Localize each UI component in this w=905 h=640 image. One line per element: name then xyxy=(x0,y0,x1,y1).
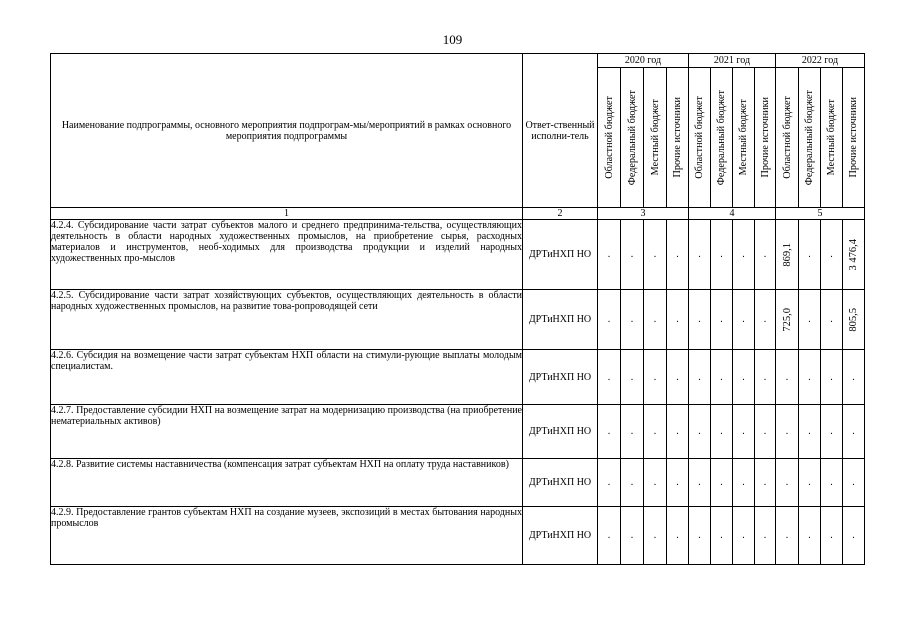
budget-value: . xyxy=(755,507,776,565)
budget-value: . xyxy=(821,459,843,507)
column-number: 3 xyxy=(598,208,689,220)
budget-value: . xyxy=(644,290,667,350)
budget-value: . xyxy=(598,290,621,350)
source-header-label: Местный бюджет xyxy=(649,99,661,176)
budget-value: . xyxy=(821,350,843,405)
budget-value: . xyxy=(733,405,755,459)
source-header-label: Федеральный бюджет xyxy=(716,89,727,186)
budget-value: . xyxy=(821,507,843,565)
budget-value: . xyxy=(799,405,821,459)
budget-value xyxy=(843,290,865,350)
budget-value: . xyxy=(689,405,711,459)
budget-value: . xyxy=(799,350,821,405)
budget-value: . xyxy=(776,507,799,565)
budget-value: . xyxy=(689,459,711,507)
budget-value: . xyxy=(711,350,733,405)
budget-value: . xyxy=(621,405,644,459)
source-header-label: Местный бюджет xyxy=(738,99,749,176)
source-header-label: Федеральный бюджет xyxy=(626,89,638,186)
responsible-executor: ДРТиНХП НО xyxy=(523,350,598,405)
budget-value: . xyxy=(621,459,644,507)
source-header xyxy=(598,68,621,208)
budget-value-text: 3 476,4 xyxy=(848,238,859,271)
budget-value: . xyxy=(843,507,865,565)
budget-value: . xyxy=(776,350,799,405)
budget-value: . xyxy=(821,405,843,459)
source-header xyxy=(776,68,799,208)
column-number: 5 xyxy=(776,208,865,220)
budget-value: . xyxy=(644,350,667,405)
budget-value-text: 869,1 xyxy=(781,242,793,267)
budget-value: . xyxy=(689,290,711,350)
source-header xyxy=(733,68,755,208)
table-row xyxy=(51,290,865,350)
budget-value: . xyxy=(644,507,667,565)
source-header-label: Областной бюджет xyxy=(694,96,705,179)
source-header xyxy=(689,68,711,208)
budget-value: . xyxy=(598,405,621,459)
budget-value: . xyxy=(821,290,843,350)
budget-value: . xyxy=(755,405,776,459)
activity-name: 4.2.4. Субсидирование части затрат субъектов малого и среднего предпринима-тельства, осуществляющих деятельность в области народных художественных промыслов, на приобретение сырья, расходных материалов и инструментов, необ-ходимых для производства продукции и изделий народных художественных про-мыслов xyxy=(51,220,523,290)
table-row xyxy=(51,507,865,565)
budget-value: . xyxy=(733,507,755,565)
budget-value: . xyxy=(821,220,843,290)
budget-value: . xyxy=(711,507,733,565)
budget-value: . xyxy=(799,459,821,507)
budget-value: . xyxy=(689,507,711,565)
budget-value: . xyxy=(711,220,733,290)
budget-value xyxy=(776,220,799,290)
column-number-row xyxy=(51,208,865,220)
source-header xyxy=(644,68,667,208)
table-row xyxy=(51,350,865,405)
column-number: 4 xyxy=(689,208,776,220)
budget-value: . xyxy=(843,459,865,507)
source-header xyxy=(621,68,644,208)
source-header-label: Областной бюджет xyxy=(603,96,615,179)
column-number: 1 xyxy=(51,208,523,220)
budget-table xyxy=(50,53,865,565)
budget-value: . xyxy=(621,350,644,405)
budget-value xyxy=(776,290,799,350)
budget-value: . xyxy=(644,459,667,507)
budget-value: . xyxy=(667,290,689,350)
source-header-label: Федеральный бюджет xyxy=(804,89,815,186)
source-header-label: Областной бюджет xyxy=(781,96,793,179)
budget-value: . xyxy=(733,220,755,290)
table-row xyxy=(51,405,865,459)
budget-value: . xyxy=(755,290,776,350)
budget-value: . xyxy=(598,220,621,290)
year-header-2020: 2020 год xyxy=(598,54,689,68)
source-header-label: Прочие источники xyxy=(848,97,859,178)
budget-value: . xyxy=(667,459,689,507)
table-row xyxy=(51,220,865,290)
budget-value: . xyxy=(621,290,644,350)
budget-value: . xyxy=(843,405,865,459)
budget-value: . xyxy=(755,220,776,290)
budget-value xyxy=(843,220,865,290)
table-row xyxy=(51,459,865,507)
budget-value: . xyxy=(689,350,711,405)
source-header xyxy=(755,68,776,208)
year-header-2021: 2021 год xyxy=(689,54,776,68)
activity-name: 4.2.5. Субсидирование части затрат хозяйствующих субъектов, осуществляющих деятельность в области народных художественных промыслов, на развитие това-ропроводящей сети xyxy=(51,290,523,350)
budget-value: . xyxy=(776,405,799,459)
budget-value: . xyxy=(689,220,711,290)
source-header xyxy=(667,68,689,208)
name-column-header: Наименование подпрограммы, основного мероприятия подпрограм-мы/мероприятий в рамках основного мероприятия подпрограммы xyxy=(51,54,523,208)
responsible-executor: ДРТиНХП НО xyxy=(523,290,598,350)
responsible-executor: ДРТиНХП НО xyxy=(523,220,598,290)
budget-value: . xyxy=(598,459,621,507)
budget-value: . xyxy=(667,507,689,565)
budget-value: . xyxy=(799,220,821,290)
responsible-executor: ДРТиНХП НО xyxy=(523,459,598,507)
source-header-label: Прочие источники xyxy=(759,97,771,178)
budget-value: . xyxy=(667,405,689,459)
budget-value: . xyxy=(733,459,755,507)
budget-value: . xyxy=(621,507,644,565)
budget-value: . xyxy=(799,507,821,565)
budget-value: . xyxy=(711,290,733,350)
budget-value: . xyxy=(621,220,644,290)
source-header xyxy=(799,68,821,208)
responsible-executor: ДРТиНХП НО xyxy=(523,507,598,565)
activity-name: 4.2.8. Развитие системы наставничества (компенсация затрат субъектам НХП на оплату труда наставников) xyxy=(51,459,523,507)
source-header xyxy=(821,68,843,208)
activity-name: 4.2.6. Субсидия на возмещение части затрат субъектам НХП области на стимули-рующие выплаты молодым специалистам. xyxy=(51,350,523,405)
executor-column-header: Ответ-ственный исполни-тель xyxy=(523,54,598,208)
budget-value: . xyxy=(843,350,865,405)
budget-value: . xyxy=(776,459,799,507)
source-header-label: Местный бюджет xyxy=(826,99,837,176)
budget-value: . xyxy=(733,290,755,350)
budget-value: . xyxy=(644,220,667,290)
responsible-executor: ДРТиНХП НО xyxy=(523,405,598,459)
budget-value: . xyxy=(644,405,667,459)
budget-value-text: 805,5 xyxy=(848,307,859,332)
activity-name: 4.2.7. Предоставление субсидии НХП на возмещение затрат на модернизацию производства (на приобретение нематериальных активов) xyxy=(51,405,523,459)
budget-value: . xyxy=(711,405,733,459)
budget-value: . xyxy=(799,290,821,350)
column-number: 2 xyxy=(523,208,598,220)
budget-value: . xyxy=(733,350,755,405)
budget-value: . xyxy=(667,220,689,290)
year-header-2022: 2022 год xyxy=(776,54,865,68)
source-header xyxy=(843,68,865,208)
budget-value: . xyxy=(755,459,776,507)
header-year-row xyxy=(51,54,865,68)
budget-value-text: 725,0 xyxy=(781,307,793,332)
source-header xyxy=(711,68,733,208)
activity-name: 4.2.9. Предоставление грантов субъектам НХП на создание музеев, экспозиций в местах бытования народных промыслов xyxy=(51,507,523,565)
source-header-label: Прочие источники xyxy=(672,97,683,178)
budget-value: . xyxy=(598,350,621,405)
budget-value: . xyxy=(598,507,621,565)
page-number: 109 xyxy=(442,32,463,47)
budget-value: . xyxy=(667,350,689,405)
budget-value: . xyxy=(755,350,776,405)
budget-value: . xyxy=(711,459,733,507)
